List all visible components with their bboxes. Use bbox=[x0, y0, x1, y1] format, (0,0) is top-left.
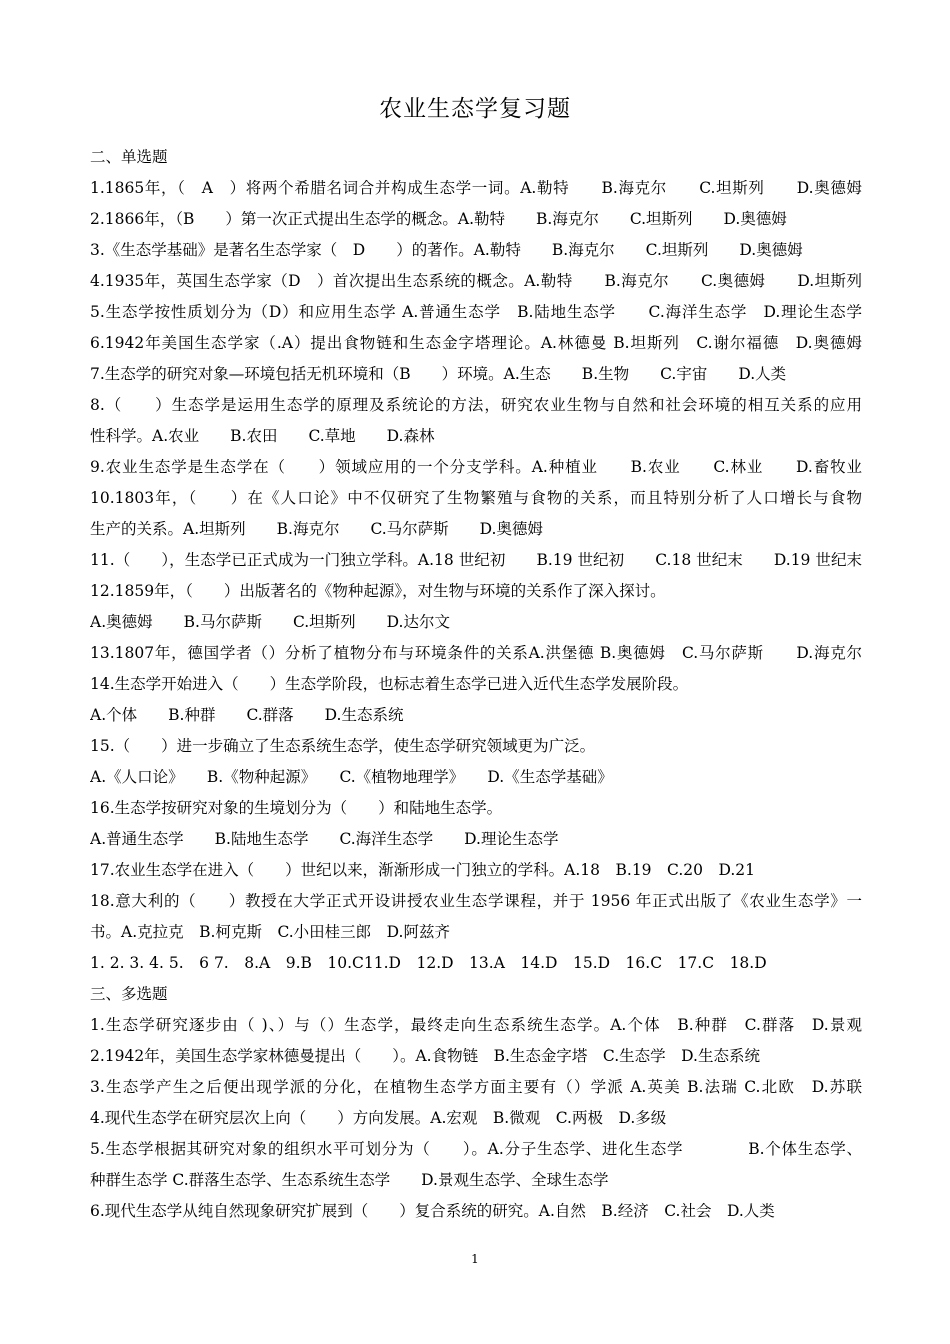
question-line: 2.1866年，（B ）第一次正式提出生态学的概念。A.勒特 B.海克尔 C.坦斯列 D.奥德姆 bbox=[90, 210, 787, 228]
question-line: 3.《生态学基础》是著名生态学家（ D ）的著作。A.勒特 B.海克尔 C.坦斯列 D.奥德姆 bbox=[90, 241, 803, 259]
answer-key-line: 1. 2. 3. 4. 5. 6 7. 8.A 9.B 10.C11.D 12.D 13.A 14.D 15.D 16.C 17.C 18.D bbox=[90, 954, 767, 972]
question-line: 15.（ ）进一步确立了生态系统生态学，使生态学研究领域更为广泛。 bbox=[90, 737, 596, 755]
question-line: 1.1865年，（ A ）将两个希腊名词合并构成生态学一词。A.勒特 B.海克尔 C.坦斯列 D.奥德姆 bbox=[90, 179, 862, 197]
question-line: 3.生态学产生之后便出现学派的分化，在植物生态学方面主要有（）学派 A.英美 B.法瑞 C.北欧 D.苏联 bbox=[90, 1078, 862, 1096]
section-heading-multiple-choice: 三、多选题 bbox=[90, 985, 168, 1003]
question-line: A.《人口论》 B.《物种起源》 C.《植物地理学》 D.《生态学基础》 bbox=[90, 768, 613, 786]
question-line: 1.生态学研究逐步由（ )、）与（）生态学，最终走向生态系统生态学。A.个体 B.种群 C.群落 D.景观 bbox=[90, 1016, 862, 1034]
question-line: 4.现代生态学在研究层次上向（ ）方向发展。A.宏观 B.微观 C.两极 D.多级 bbox=[90, 1109, 667, 1127]
question-line: 5.生态学根据其研究对象的组织水平可划分为（ ）。A.分子生态学、进化生态学 B.个体生态学、 bbox=[90, 1140, 862, 1158]
question-line: 5.生态学按性质划分为（D）和应用生态学 A.普通生态学 B.陆地生态学 C.海洋生态学 D.理论生态学 bbox=[90, 303, 862, 321]
question-line: 7.生态学的研究对象—环境包括无机环境和（B ）环境。A.生态 B.生物 C.宇宙 D.人类 bbox=[90, 365, 787, 383]
question-line: 6.1942年美国生态学家（.A）提出食物链和生态金字塔理论。A.林德曼 B.坦斯列 C.谢尔福德 D.奥德姆 bbox=[90, 334, 862, 352]
question-line: 书。A.克拉克 B.柯克斯 C.小田桂三郎 D.阿兹齐 bbox=[90, 923, 450, 941]
question-line: 10.1803年，（ ）在《人口论》中不仅研究了生物繁殖与食物的关系，而且特别分析了人口增长与食物 bbox=[90, 489, 862, 507]
question-line: 13.1807年，德国学者（）分析了植物分布与环境条件的关系A.洪堡德 B.奥德姆 C.马尔萨斯 D.海克尔 bbox=[90, 644, 862, 662]
question-line: 2.1942年，美国生态学家林德曼提出（ ）。A.食物链 B.生态金字塔 C.生态学 D.生态系统 bbox=[90, 1047, 760, 1065]
question-line: 14.生态学开始进入（ ）生态学阶段，也标志着生态学已进入近代生态学发展阶段。 bbox=[90, 675, 689, 693]
question-line: 18.意大利的（ ）教授在大学正式开设讲授农业生态学课程，并于 1956 年正式出版了《农业生态学》一 bbox=[90, 892, 862, 910]
question-line: 12.1859年，（ ）出版著名的《物种起源》，对生物与环境的关系作了深入探讨。 bbox=[90, 582, 666, 600]
page-title: 农业生态学复习题 bbox=[379, 96, 571, 122]
section-heading-single-choice: 二、单选题 bbox=[90, 148, 168, 166]
question-line: 种群生态学 C.群落生态学、生态系统生态学 D.景观生态学、全球生态学 bbox=[90, 1171, 609, 1189]
question-line: 8.（ ）生态学是运用生态学的原理及系统论的方法，研究农业生物与自然和社会环境的相互关系的应用 bbox=[90, 396, 862, 414]
document-body bbox=[90, 142, 862, 1227]
question-line: 性科学。A.农业 B.农田 C.草地 D.森林 bbox=[90, 427, 435, 445]
question-line: A.奥德姆 B.马尔萨斯 C.坦斯列 D.达尔文 bbox=[90, 613, 450, 631]
question-line: 17.农业生态学在进入（ ）世纪以来，渐渐形成一门独立的学科。A.18 B.19 C.20 D.21 bbox=[90, 861, 756, 879]
page-number: 1 bbox=[471, 1252, 479, 1266]
question-line: 16.生态学按研究对象的生境划分为（ ）和陆地生态学。 bbox=[90, 799, 503, 817]
question-line: 9.农业生态学是生态学在（ ）领域应用的一个分支学科。A.种植业 B.农业 C.林业 D.畜牧业 bbox=[90, 458, 862, 476]
question-line: 6.现代生态学从纯自然现象研究扩展到（ ）复合系统的研究。A.自然 B.经济 C.社会 D.人类 bbox=[90, 1202, 775, 1220]
question-line: 4.1935年，英国生态学家（D ）首次提出生态系统的概念。A.勒特 B.海克尔 C.奥德姆 D.坦斯列 bbox=[90, 272, 862, 290]
question-line: 11.（ ），生态学已正式成为一门独立学科。A.18 世纪初 B.19 世纪初 C.18 世纪末 D.19 世纪末 bbox=[90, 551, 862, 569]
question-line: 生产的关系。A.坦斯列 B.海克尔 C.马尔萨斯 D.奥德姆 bbox=[90, 520, 543, 538]
question-line: A.普通生态学 B.陆地生态学 C.海洋生态学 D.理论生态学 bbox=[90, 830, 559, 848]
question-line: A.个体 B.种群 C.群落 D.生态系统 bbox=[90, 706, 404, 724]
